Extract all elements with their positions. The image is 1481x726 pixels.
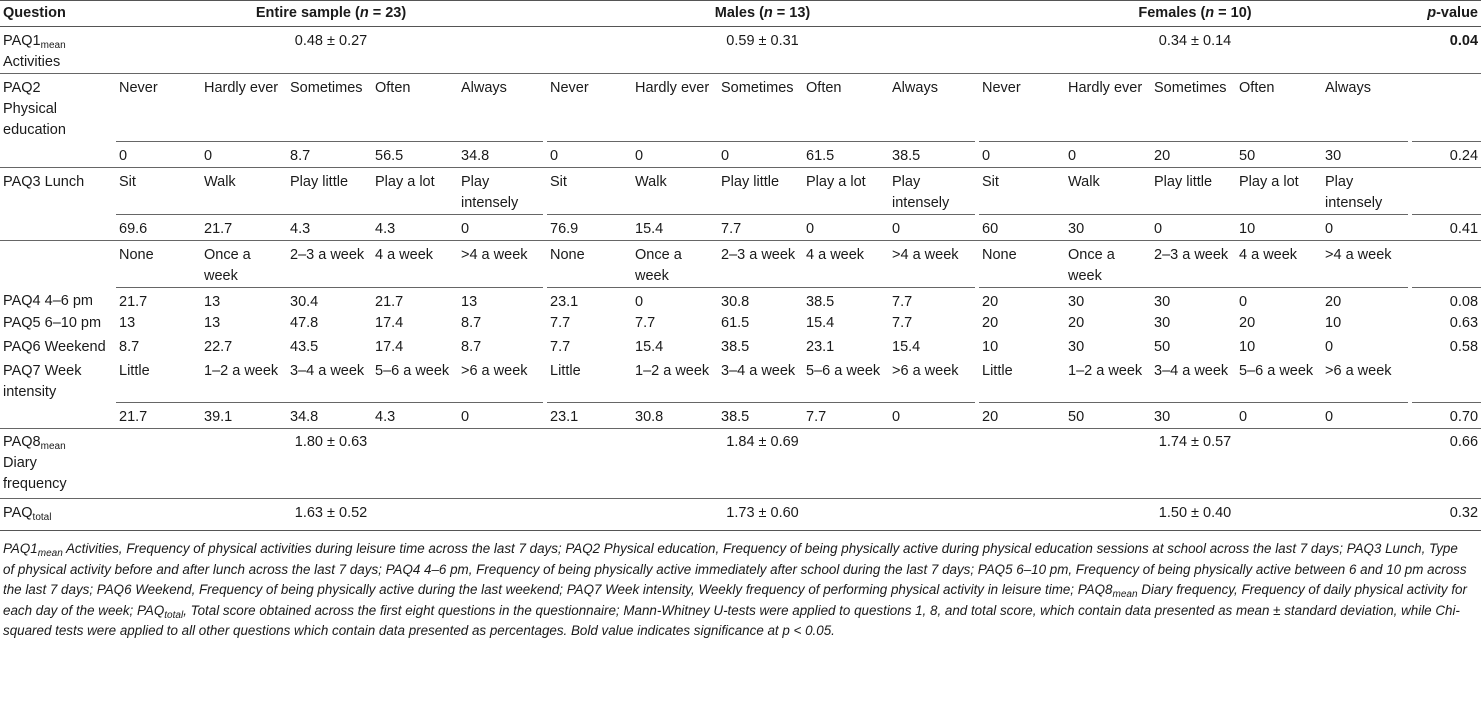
value-cell: 7.7 (721, 220, 742, 237)
category-label: 4 a week (1236, 240, 1322, 287)
category-label: None (116, 240, 201, 287)
row-paq5 (0, 313, 1481, 334)
value-cell: 20 (982, 293, 999, 310)
category-label: Play little (1151, 167, 1236, 214)
header-row (0, 1, 1481, 27)
value-cell: 21.7 (204, 220, 233, 237)
value-cell: 38.5 (721, 338, 750, 355)
value-cell: 4.3 (375, 220, 396, 237)
value-cell: 0 (892, 409, 901, 425)
category-label: Often (372, 74, 458, 142)
value-cell: 20 (1239, 314, 1256, 331)
value-cell: 30 (1325, 147, 1342, 164)
category-label: None (547, 240, 632, 287)
value-cell: 20 (1068, 314, 1085, 331)
category-label: Never (116, 74, 201, 142)
category-label: 3–4 a week (718, 358, 803, 403)
category-label: Often (803, 74, 889, 142)
value-cell: 0 (806, 220, 815, 237)
value-cell: 30 (1154, 409, 1171, 425)
value-cell: 0 (1154, 220, 1163, 237)
category-label: Always (889, 74, 975, 142)
males-value: 0.59 ± 0.31 (726, 33, 799, 49)
value-cell: 61.5 (721, 314, 750, 331)
value-cell: 50 (1154, 338, 1171, 355)
category-label: 3–4 a week (287, 358, 372, 403)
value-cell: 7.7 (550, 314, 571, 331)
value-cell: 38.5 (892, 147, 921, 164)
row-frequency-categories (0, 240, 1481, 287)
p-value: 0.66 (1449, 434, 1479, 450)
category-label: 3–4 a week (1151, 358, 1236, 403)
category-label: Play little (718, 167, 803, 214)
value-cell: 8.7 (119, 338, 140, 355)
category-label: Hardly ever (1065, 74, 1151, 142)
question-cell: PAQ5 6–10 pm (3, 314, 102, 331)
value-cell: 0 (461, 220, 470, 237)
value-cell: 0 (461, 409, 470, 425)
category-label: Sit (979, 167, 1065, 214)
value-cell: 50 (1239, 147, 1256, 164)
value-cell: 7.7 (892, 293, 913, 310)
category-label: 5–6 a week (372, 358, 458, 403)
category-label: Never (979, 74, 1065, 142)
value-cell: 15.4 (806, 314, 835, 331)
value-cell: 20 (982, 314, 999, 331)
category-label: Never (547, 74, 632, 142)
value-cell: 23.1 (550, 293, 579, 310)
row-paq2-values (0, 141, 1481, 167)
value-cell: 69.6 (119, 220, 148, 237)
category-label: 1–2 a week (632, 358, 718, 403)
category-label: Play a lot (803, 167, 889, 214)
value-cell: 30 (1068, 293, 1085, 310)
value-cell: 10 (982, 338, 999, 355)
entire-sample-header: Entire sample (n = 23) (255, 5, 407, 21)
value-cell: 21.7 (119, 409, 148, 425)
value-cell: 0 (204, 147, 213, 164)
females-value: 1.50 ± 0.40 (1158, 505, 1232, 521)
p-value: 0.70 (1449, 409, 1479, 425)
females-value: 0.34 ± 0.14 (1158, 33, 1232, 49)
males-value: 1.73 ± 0.60 (726, 505, 799, 521)
value-cell: 43.5 (290, 338, 319, 355)
category-label: Sometimes (287, 74, 372, 142)
category-label: Once a week (1065, 240, 1151, 287)
value-cell: 13 (204, 293, 221, 310)
value-cell: 0 (550, 147, 559, 164)
category-label: >6 a week (889, 358, 975, 403)
value-cell: 4.3 (290, 220, 311, 237)
question-cell: PAQ6 Weekend (3, 338, 106, 355)
value-cell: 34.8 (461, 147, 490, 164)
value-cell: 17.4 (375, 314, 404, 331)
category-label: Play a lot (372, 167, 458, 214)
category-label: Hardly ever (201, 74, 287, 142)
value-cell: 17.4 (375, 338, 404, 355)
row-paq4 (0, 287, 1481, 313)
value-cell: 15.4 (892, 338, 921, 355)
question-cell: PAQ3 Lunch (3, 173, 85, 190)
value-cell: 47.8 (290, 314, 319, 331)
question-cell: PAQ7 Week intensity (3, 362, 82, 400)
category-label: 2–3 a week (1151, 240, 1236, 287)
value-cell: 0 (1239, 293, 1248, 310)
category-label: Play little (287, 167, 372, 214)
category-label: Little (116, 358, 201, 403)
category-label: >6 a week (458, 358, 543, 403)
males-header: Males (n = 13) (714, 5, 811, 21)
question-cell: PAQ4 4–6 pm (3, 293, 94, 309)
value-cell: 38.5 (806, 293, 835, 310)
p-value: 0.04 (1449, 33, 1479, 49)
value-cell: 7.7 (550, 338, 571, 355)
p-value: 0.58 (1449, 338, 1479, 355)
value-cell: 0 (892, 220, 901, 237)
value-cell: 8.7 (461, 314, 482, 331)
category-label: Play intensely (458, 167, 543, 214)
category-label: 5–6 a week (803, 358, 889, 403)
value-cell: 30 (1068, 220, 1085, 237)
category-label: >4 a week (889, 240, 975, 287)
value-cell: 23.1 (806, 338, 835, 355)
value-cell: 39.1 (204, 409, 233, 425)
entire-value: 0.48 ± 0.27 (294, 33, 368, 49)
value-cell: 76.9 (550, 220, 579, 237)
p-value: 0.41 (1449, 220, 1479, 237)
category-label: Play intensely (889, 167, 975, 214)
category-label: >4 a week (1322, 240, 1408, 287)
value-cell: 0 (635, 147, 644, 164)
value-cell: 0 (119, 147, 128, 164)
value-cell: 30 (1154, 314, 1171, 331)
row-paq8 (0, 429, 1481, 499)
row-paq6 (0, 334, 1481, 358)
value-cell: 20 (1154, 147, 1171, 164)
question-cell: PAQ2 Physical education (3, 80, 66, 138)
row-paq7-values (0, 403, 1481, 429)
question-cell: $PAQ_{total}$ (3, 505, 52, 523)
table-footnote: $PAQ1_{mean}$ Activities, Frequency of physical activities during leisure time across the last 7 days; PAQ2 Physical education, Frequency of being physically active during physical education sessions at school across the last 7 days; PAQ3 Lunch, Type of physical activity before and after lunch across the last 7 days; PAQ4 4–6 pm, Frequency of being physically active immediately after school during the last 7 days; PAQ5 6–10 pm, Frequency of being physically active between 6 and 10 pm across the last 7 days; PAQ6 Weekend, Frequency of being physically active during the last weekend; PAQ7 Week intensity, Weekly frequency of performing physical activity in leisure time; $PAQ8_{mean}$ Diary frequency, Frequency of daily physical activity for each day of the week; $PAQ_{total}$, Total score obtained across the first eight questions in the questionnaire; Mann-Whitney U-tests were applied to questions 1, 8, and total score, which contain data presented as mean ± standard deviation, while Chi-squared tests were applied to all other questions which contain data presented as percentages. Bold value indicates significance at p < 0.05. (3, 541, 1467, 638)
value-cell: 7.7 (635, 314, 656, 331)
value-cell: 8.7 (461, 338, 482, 355)
category-label: Always (1322, 74, 1408, 142)
category-label: >6 a week (1322, 358, 1408, 403)
p-value: 0.08 (1449, 293, 1479, 310)
row-paq1 (0, 27, 1481, 74)
category-label: Sit (116, 167, 201, 214)
value-cell: 0 (1239, 409, 1248, 425)
category-label: Little (547, 358, 632, 403)
females-value: 1.74 ± 0.57 (1158, 434, 1232, 450)
p-value: 0.63 (1449, 314, 1479, 331)
value-cell: 13 (204, 314, 221, 331)
category-label: Once a week (201, 240, 287, 287)
category-label: Walk (632, 167, 718, 214)
value-cell: 0 (721, 147, 730, 164)
category-label: 2–3 a week (287, 240, 372, 287)
category-label: Sit (547, 167, 632, 214)
value-cell: 20 (1325, 293, 1342, 310)
value-cell: 61.5 (806, 147, 835, 164)
value-cell: 50 (1068, 409, 1085, 425)
row-paq-total (0, 499, 1481, 531)
value-cell: 56.5 (375, 147, 404, 164)
category-label: Walk (201, 167, 287, 214)
value-cell: 10 (1325, 314, 1342, 331)
value-cell: 20 (982, 409, 999, 425)
p-value: 0.32 (1449, 505, 1479, 521)
category-label: 4 a week (803, 240, 889, 287)
category-label: 2–3 a week (718, 240, 803, 287)
category-label: Play intensely (1322, 167, 1408, 214)
category-label: 5–6 a week (1236, 358, 1322, 403)
row-paq2-categories (0, 74, 1481, 142)
entire-value: 1.80 ± 0.63 (294, 434, 368, 450)
value-cell: 0 (1325, 409, 1334, 425)
question-header: Question (3, 5, 66, 21)
p-value: 0.24 (1449, 147, 1479, 164)
category-label: Always (458, 74, 543, 142)
value-cell: 13 (119, 314, 136, 331)
category-label: 1–2 a week (1065, 358, 1151, 403)
entire-value: 1.63 ± 0.52 (294, 505, 368, 521)
value-cell: 10 (1239, 220, 1256, 237)
row-paq3-categories (0, 167, 1481, 214)
value-cell: 0 (982, 147, 991, 164)
value-cell: 60 (982, 220, 999, 237)
value-cell: 22.7 (204, 338, 233, 355)
value-cell: 30 (1154, 293, 1171, 310)
value-cell: 13 (461, 293, 478, 310)
value-cell: 15.4 (635, 220, 664, 237)
value-cell: 23.1 (550, 409, 579, 425)
question-cell: $PAQ1_{mean}$ Activities (3, 33, 66, 70)
value-cell: 0 (1068, 147, 1077, 164)
value-cell: 34.8 (290, 409, 319, 425)
category-label: Often (1236, 74, 1322, 142)
category-label: >4 a week (458, 240, 543, 287)
category-label: Walk (1065, 167, 1151, 214)
value-cell: 0 (635, 293, 644, 310)
value-cell: 38.5 (721, 409, 750, 425)
p-value-header: p-value (1427, 5, 1479, 21)
category-label: Little (979, 358, 1065, 403)
category-label: Hardly ever (632, 74, 718, 142)
category-label: Sometimes (1151, 74, 1236, 142)
value-cell: 4.3 (375, 409, 396, 425)
value-cell: 7.7 (806, 409, 827, 425)
value-cell: 10 (1239, 338, 1256, 355)
value-cell: 30 (1068, 338, 1085, 355)
row-paq3-values (0, 214, 1481, 240)
category-label: Play a lot (1236, 167, 1322, 214)
row-paq7-categories (0, 358, 1481, 403)
value-cell: 21.7 (375, 293, 404, 310)
value-cell: 8.7 (290, 147, 311, 164)
value-cell: 30.8 (721, 293, 750, 310)
category-label: Sometimes (718, 74, 803, 142)
value-cell: 30.4 (290, 293, 319, 310)
value-cell: 15.4 (635, 338, 664, 355)
category-label: 1–2 a week (201, 358, 287, 403)
category-label: Once a week (632, 240, 718, 287)
value-cell: 7.7 (892, 314, 913, 331)
category-label: 4 a week (372, 240, 458, 287)
value-cell: 21.7 (119, 293, 148, 310)
value-cell: 0 (1325, 220, 1334, 237)
category-label: None (979, 240, 1065, 287)
value-cell: 30.8 (635, 409, 664, 425)
question-cell: $PAQ8_{mean}$ Diary frequency (3, 434, 67, 492)
females-header: Females (n = 10) (1138, 5, 1252, 21)
males-value: 1.84 ± 0.69 (726, 434, 799, 450)
value-cell: 0 (1325, 338, 1334, 355)
